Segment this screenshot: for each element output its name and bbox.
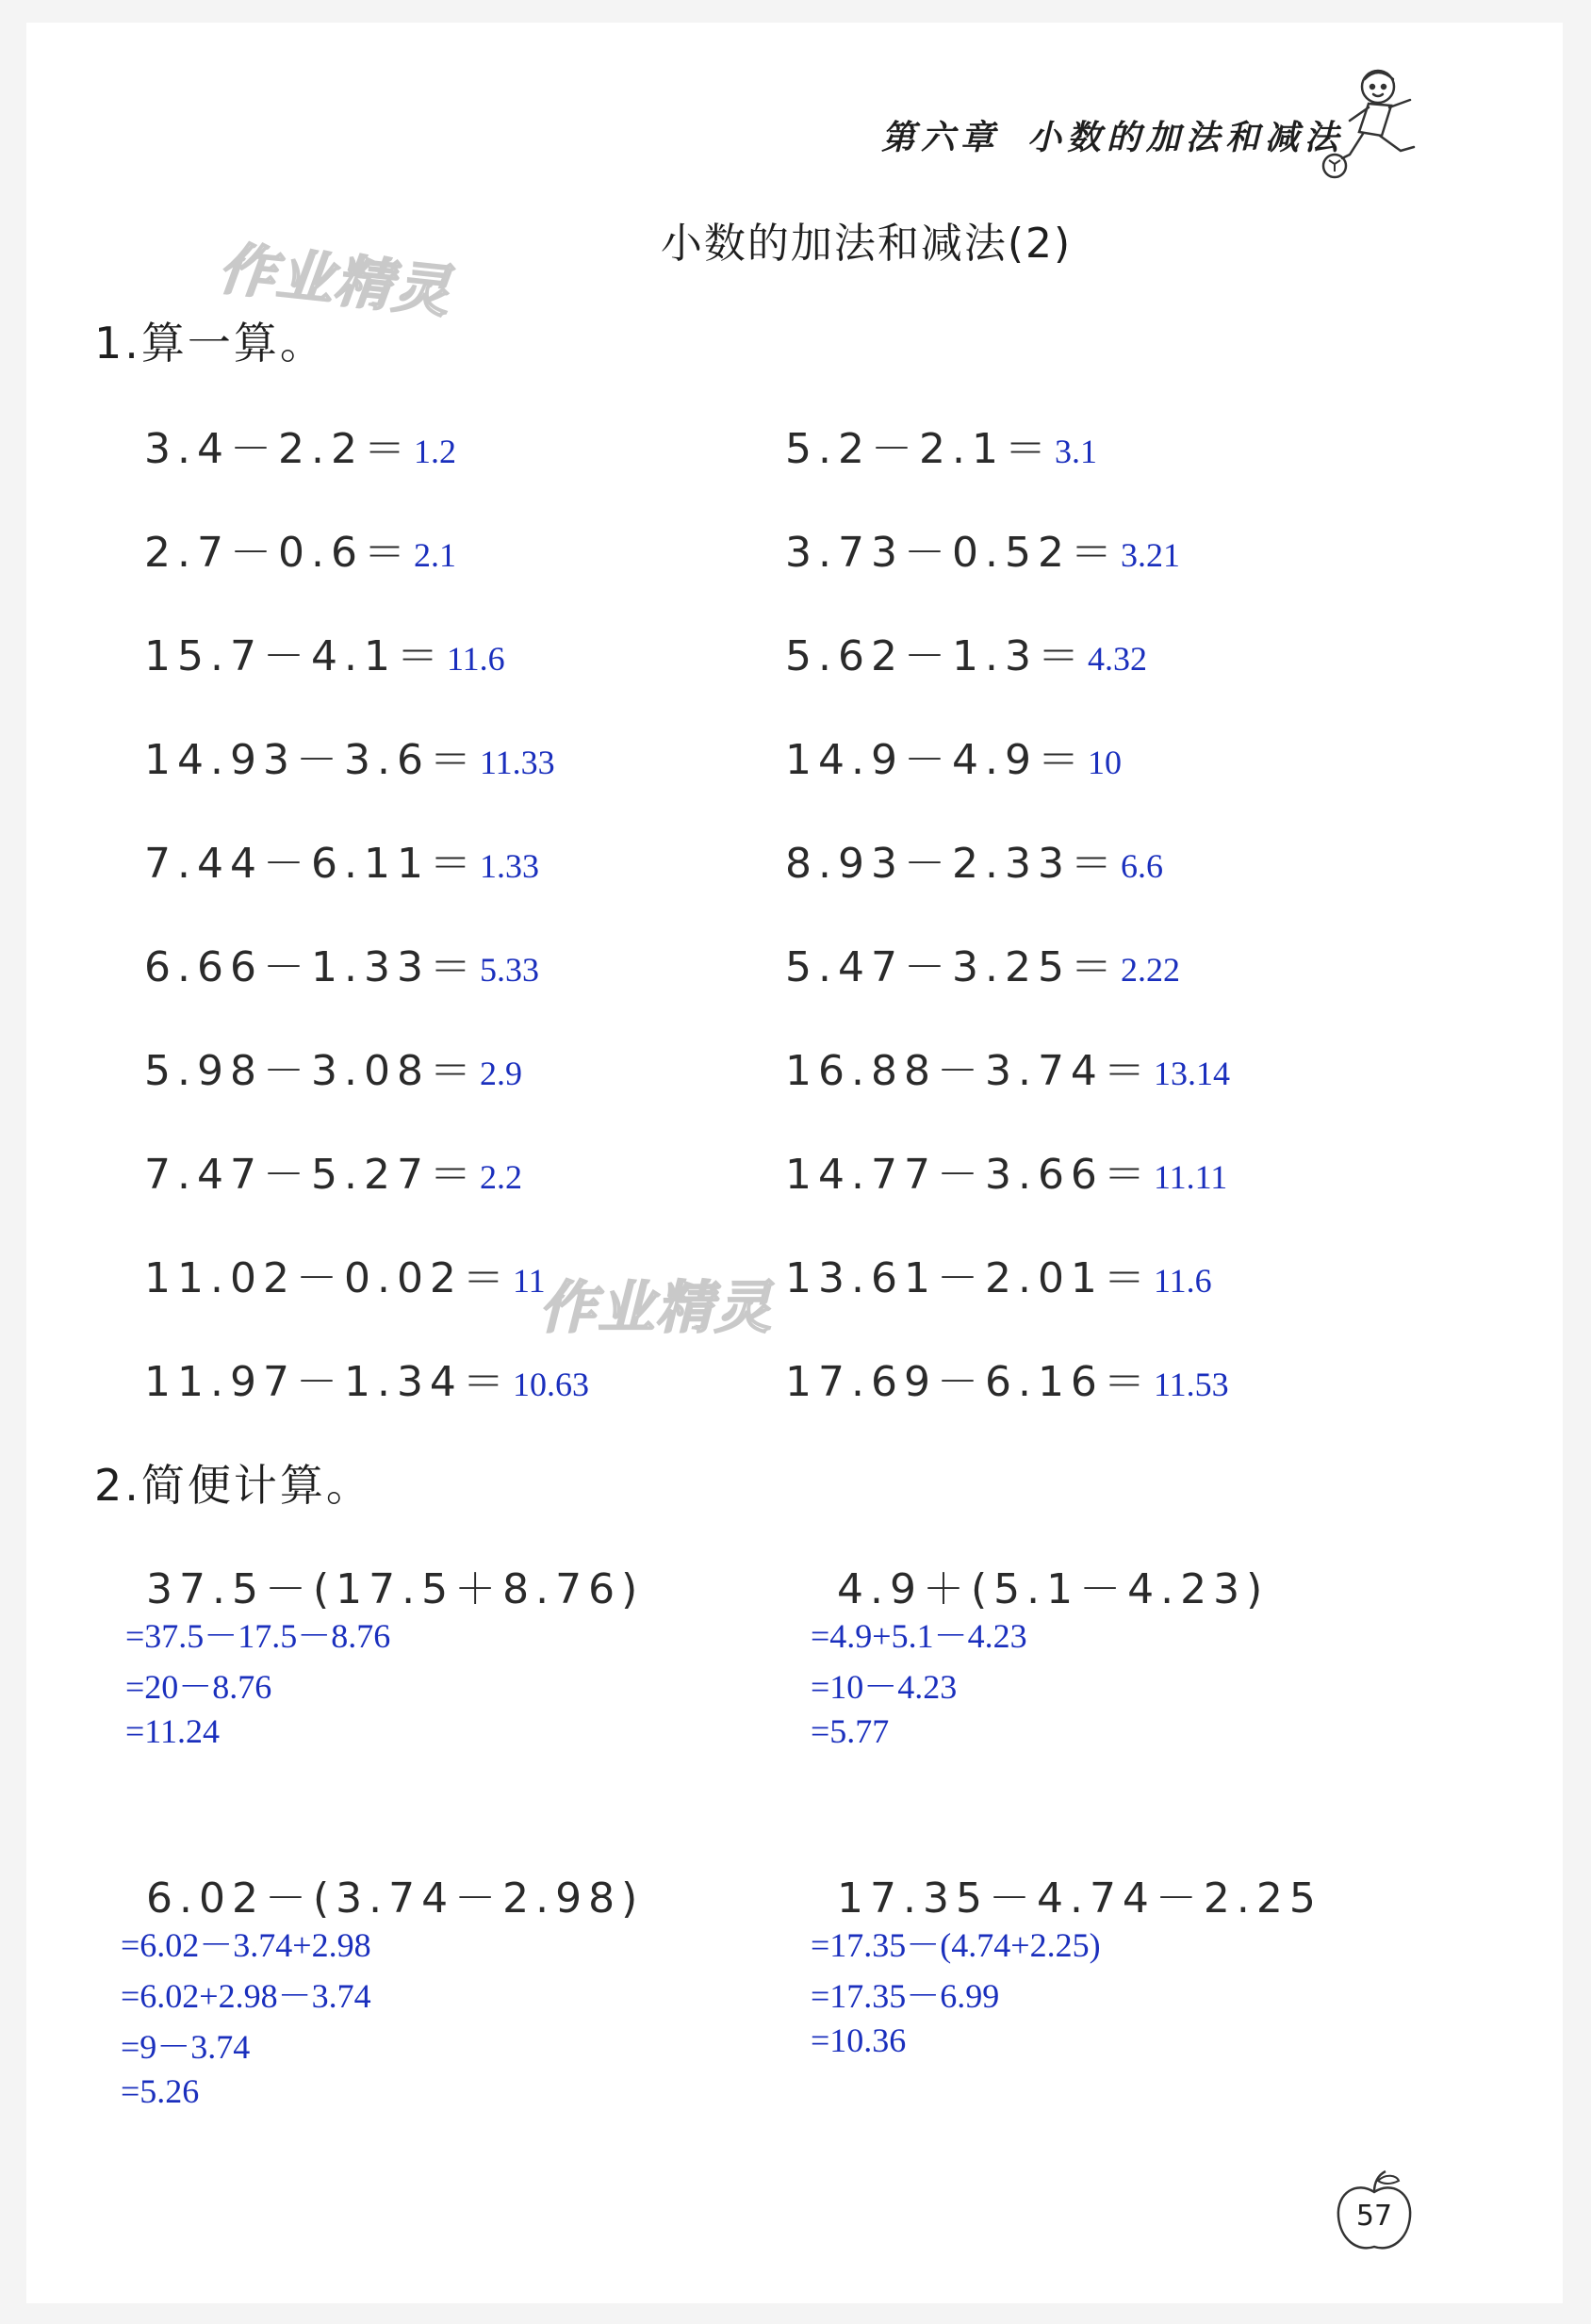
- answer: 11.33: [479, 744, 555, 781]
- answer: 1.33: [479, 847, 539, 885]
- answer: 1.2: [413, 433, 456, 470]
- answer: 6.6: [1120, 847, 1163, 885]
- problem-expression: 6.02－(3.74－2.98): [146, 1874, 645, 1923]
- answer: 11.6: [446, 640, 505, 678]
- equation: [785, 1244, 1212, 1304]
- equation: [144, 933, 539, 993]
- equation: [785, 933, 1180, 993]
- expression: 14.93－3.6＝: [144, 736, 478, 784]
- answer: 11.53: [1153, 1366, 1229, 1403]
- solution-step: =17.35－(4.74+2.25): [811, 1926, 1101, 1964]
- answer: 3.1: [1054, 433, 1097, 470]
- solution-step: =4.9+5.1－4.23: [811, 1617, 1027, 1655]
- answer: 2.9: [479, 1055, 522, 1092]
- expression: 11.97－1.34＝: [144, 1358, 511, 1406]
- expression: 5.47－3.25＝: [785, 943, 1119, 991]
- equation: [785, 518, 1180, 579]
- solution-step: =6.02+2.98－3.74: [121, 1977, 371, 2015]
- equation: [144, 1140, 522, 1201]
- answer: 3.21: [1120, 536, 1180, 574]
- expression: 7.44－6.11＝: [144, 840, 478, 888]
- equation: [785, 1140, 1227, 1201]
- chapter-title: 小数的加法和减法: [1027, 118, 1345, 157]
- equation: [144, 1348, 589, 1408]
- equation: [144, 1244, 546, 1304]
- section-heading: 2.简便计算。: [94, 1460, 372, 1511]
- solution-step: =10.36: [811, 2021, 907, 2059]
- solution-step: =5.77: [811, 1712, 890, 1750]
- solution-step: =5.26: [121, 2072, 200, 2110]
- answer: 11: [512, 1262, 546, 1300]
- watermark: 作业精灵: [539, 1275, 773, 1341]
- equation: [144, 829, 539, 890]
- equation: [144, 518, 456, 579]
- expression: 17.69－6.16＝: [785, 1358, 1152, 1406]
- section-heading: 1.算一算。: [94, 318, 326, 368]
- expression: 13.61－2.01＝: [785, 1254, 1152, 1302]
- equation: [144, 1037, 522, 1097]
- equation: [144, 415, 456, 475]
- expression: 3.4－2.2＝: [144, 425, 412, 473]
- expression: 5.2－2.1＝: [785, 425, 1053, 473]
- watermark: 作业精灵: [215, 236, 455, 326]
- solution-step: =10－4.23: [811, 1668, 958, 1706]
- equation: [785, 622, 1147, 682]
- soccer-boy-icon: [1320, 64, 1433, 187]
- answer: 2.22: [1120, 951, 1180, 989]
- equation: [785, 1348, 1229, 1408]
- solution-step: =9－3.74: [121, 2028, 251, 2066]
- equation: [144, 622, 505, 682]
- answer: 11.6: [1153, 1262, 1212, 1300]
- problem-expression: 37.5－(17.5＋8.76): [146, 1565, 645, 1613]
- page-number-badge: [1329, 2168, 1419, 2258]
- problem-expression: 17.35－4.74－2.25: [837, 1874, 1322, 1923]
- solution-step: =11.24: [125, 1712, 220, 1750]
- solution-step: =37.5－17.5－8.76: [125, 1617, 391, 1655]
- expression: 7.47－5.27＝: [144, 1151, 478, 1199]
- expression: 6.66－1.33＝: [144, 943, 478, 991]
- expression: 14.9－4.9＝: [785, 736, 1086, 784]
- expression: 16.88－3.74＝: [785, 1047, 1152, 1095]
- answer: 2.1: [413, 536, 456, 574]
- solution-step: =20－8.76: [125, 1668, 272, 1706]
- page-title: 小数的加法和减法(2): [660, 220, 1073, 268]
- equation: [785, 415, 1097, 475]
- answer: 10: [1087, 744, 1122, 781]
- equation: [785, 829, 1163, 890]
- expression: 14.77－3.66＝: [785, 1151, 1152, 1199]
- answer: 13.14: [1153, 1055, 1230, 1092]
- equation: [785, 726, 1122, 786]
- page-number: 57: [1355, 2200, 1393, 2233]
- answer: 11.11: [1153, 1158, 1228, 1196]
- answer: 5.33: [479, 951, 539, 989]
- expression: 15.7－4.1＝: [144, 632, 445, 680]
- expression: 2.7－0.6＝: [144, 529, 412, 577]
- expression: 5.62－1.3＝: [785, 632, 1086, 680]
- expression: 5.98－3.08＝: [144, 1047, 478, 1095]
- answer: 2.2: [479, 1158, 522, 1196]
- problem-expression: 4.9＋(5.1－4.23): [837, 1565, 1270, 1613]
- expression: 3.73－0.52＝: [785, 529, 1119, 577]
- solution-step: =6.02－3.74+2.98: [121, 1926, 371, 1964]
- answer: 4.32: [1087, 640, 1147, 678]
- solution-step: =17.35－6.99: [811, 1977, 1000, 2015]
- expression: 8.93－2.33＝: [785, 840, 1119, 888]
- expression: 11.02－0.02＝: [144, 1254, 511, 1302]
- chapter-label: 第六章: [881, 118, 1001, 157]
- answer: 10.63: [512, 1366, 589, 1403]
- equation: [785, 1037, 1230, 1097]
- equation: [144, 726, 555, 786]
